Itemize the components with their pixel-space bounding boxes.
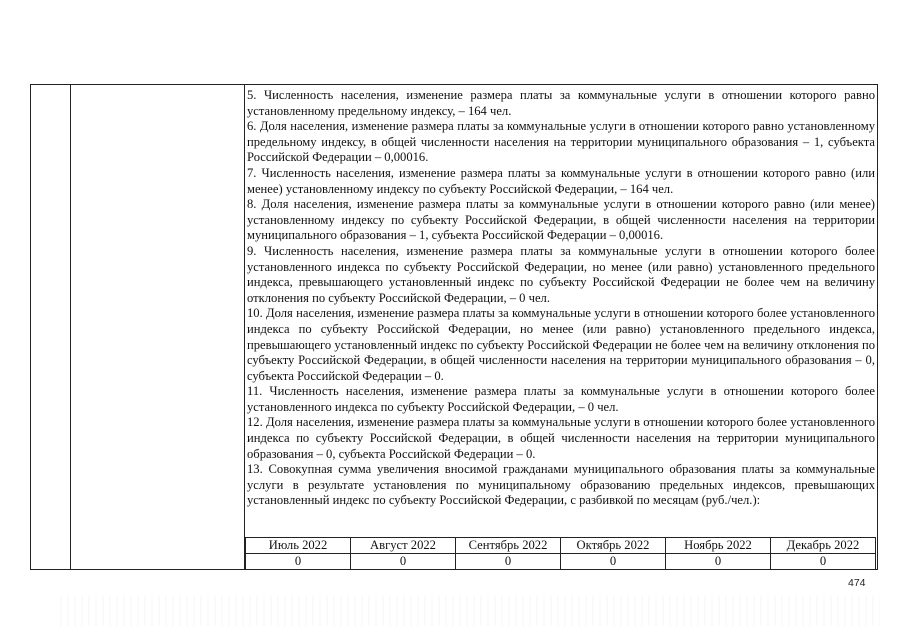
value-cell: 0 [456, 554, 561, 570]
item-9: 9. Численность населения, изменение размера платы за коммунальные услуги в отношении которого более установленного индекса по субъекту Российской Федерации, но менее (или равно) установленного предельного индекса, превышающего установленный индекс по субъекту Российской Федерации не более чем на величину отклонения по субъекту Российской Федерации, – 0 чел. [247, 243, 875, 305]
item-7: 7. Численность населения, изменение размера платы за коммунальные услуги в отношении которого равно (или менее) установленному индексу по субъекту Российской Федерации, – 164 чел. [247, 165, 875, 196]
item-6: 6. Доля населения, изменение размера платы за коммунальные услуги в отношении которого равно установленному предельному индексу, в общей численности населения на территории муниципального образования – 1, субъекта Российской Федерации – 0,00016. [247, 119, 875, 165]
value-cell: 0 [561, 554, 666, 570]
document-table [30, 84, 878, 570]
scan-artifact [60, 596, 880, 626]
value-cell: 0 [666, 554, 771, 570]
header-cell: Ноябрь 2022 [666, 538, 771, 554]
indicators-text [247, 88, 875, 509]
monthly-sum-table [245, 537, 876, 570]
item-11: 11. Численность населения, изменение размера платы за коммунальные услуги в отношении которого более установленного индекса по субъекту Российской Федерации, – 0 чел. [247, 384, 875, 414]
value-cell: 0 [351, 554, 456, 570]
table-header-row [246, 538, 876, 554]
value-cell: 0 [771, 554, 876, 570]
column-divider-1 [70, 85, 71, 569]
item-8: 8. Доля населения, изменение размера платы за коммунальные услуги в отношении которого равно (или менее) установленному индексу по субъекту Российской Федерации, в общей численности населения на территории муниципального образования – 1, субъекта Российской Федерации – 0,00016. [247, 197, 875, 243]
table-row [246, 554, 876, 570]
page-number: 474 [848, 577, 866, 589]
column-divider-2 [244, 85, 245, 569]
header-cell: Сентябрь 2022 [456, 538, 561, 554]
item-13: 13. Совокупная сумма увеличения вносимой гражданами муниципального образования платы за коммунальные услуги в результате установления по муниципальному образованию предельных индексов, превышающих установленный индекс по субъекту Российской Федерации, с разбивкой по месяцам (руб./чел.): [247, 462, 875, 508]
item-5: 5. Численность населения, изменение размера платы за коммунальные услуги в отношении которого равно установленному предельному индексу, – 164 чел. [247, 88, 875, 118]
item-12: 12. Доля населения, изменение размера платы за коммунальные услуги в отношении которого более установленного индекса по субъекту Российской Федерации, в общей численности населения на территории муниципального образования – 0, субъекта Российской Федерации – 0. [247, 415, 875, 461]
header-cell: Июль 2022 [246, 538, 351, 554]
header-cell: Август 2022 [351, 538, 456, 554]
header-cell: Октябрь 2022 [561, 538, 666, 554]
value-cell: 0 [246, 554, 351, 570]
item-10: 10. Доля населения, изменение размера платы за коммунальные услуги в отношении которого более установленного индекса по субъекту Российской Федерации, но менее (или равно) установленного предельного индекса, превышающего установленный индекс по субъекту Российской Федерации не более чем на величину отклонения по субъекту Российской Федерации, в общей численности населения на территории муниципального образования – 0, субъекта Российской Федерации – 0. [247, 306, 875, 383]
header-cell: Декабрь 2022 [771, 538, 876, 554]
